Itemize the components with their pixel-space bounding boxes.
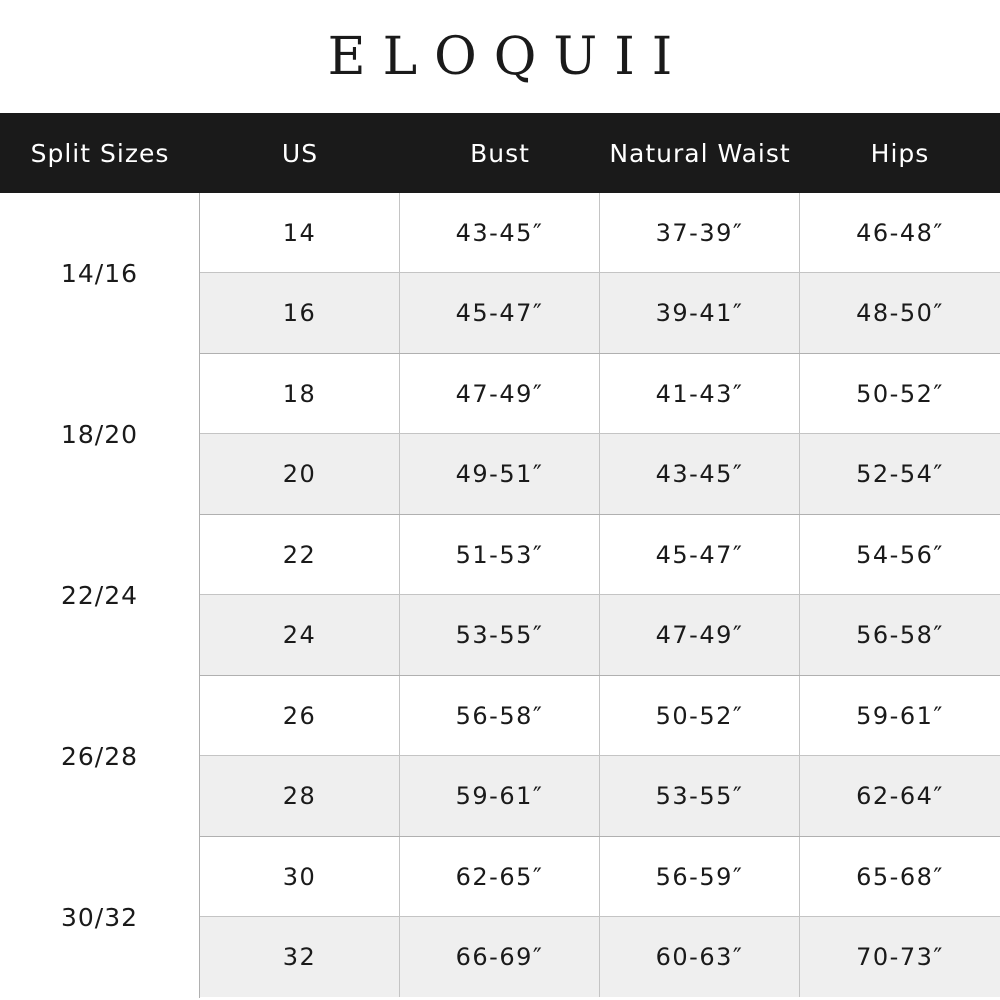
table-header [0, 113, 1000, 193]
us-size-cell: 20 [200, 434, 400, 514]
bust-cell: 51-53″ [400, 515, 600, 594]
size-chart-table [0, 193, 1000, 1000]
bust-cell: 62-65″ [400, 837, 600, 916]
size-group [0, 837, 1000, 998]
us-size-cell: 16 [200, 273, 400, 353]
bust-cell: 53-55″ [400, 595, 600, 675]
hips-cell: 59-61″ [856, 701, 944, 730]
table-row [200, 595, 1000, 675]
hips-cell: 52-54″ [856, 460, 944, 488]
bust-cell: 45-47″ [400, 273, 600, 353]
us-size-cell: 26 [200, 676, 400, 755]
table-row [200, 434, 1000, 514]
column-header-natural-waist: Natural Waist [609, 138, 791, 168]
bust-cell: 66-69″ [400, 917, 600, 997]
hips-cell: 48-50″ [856, 299, 944, 327]
us-size-cell: 18 [200, 354, 400, 433]
us-size-cell: 24 [200, 595, 400, 675]
natural-waist-cell: 47-49″ [600, 595, 800, 675]
size-group [0, 193, 1000, 354]
us-size-cell: 30 [200, 837, 400, 916]
us-size-cell: 32 [200, 917, 400, 997]
us-size-cell: 28 [200, 756, 400, 836]
split-size-cell: 26/28 [0, 676, 200, 837]
natural-waist-cell: 41-43″ [600, 354, 800, 433]
hips-cell: 50-52″ [856, 379, 944, 408]
bust-cell: 49-51″ [400, 434, 600, 514]
brand-name: ELOQUII [327, 26, 690, 87]
table-row [200, 273, 1000, 353]
natural-waist-cell: 45-47″ [600, 515, 800, 594]
hips-cell: 70-73″ [856, 943, 944, 971]
size-group [0, 676, 1000, 837]
table-row [200, 354, 1000, 434]
table-row [200, 917, 1000, 997]
size-group [0, 515, 1000, 676]
natural-waist-cell: 53-55″ [600, 756, 800, 836]
bust-cell: 43-45″ [400, 193, 600, 272]
hips-cell: 56-58″ [856, 621, 944, 649]
split-size-cell: 30/32 [0, 837, 200, 998]
split-size-cell: 14/16 [0, 193, 200, 354]
bust-cell: 47-49″ [400, 354, 600, 433]
us-size-cell: 22 [200, 515, 400, 594]
size-group [0, 354, 1000, 515]
natural-waist-cell: 37-39″ [600, 193, 800, 272]
table-row [200, 837, 1000, 917]
table-row [200, 756, 1000, 836]
split-size-cell: 22/24 [0, 515, 200, 676]
natural-waist-cell: 56-59″ [600, 837, 800, 916]
table-row [200, 193, 1000, 273]
hips-cell: 46-48″ [856, 218, 944, 247]
bust-cell: 56-58″ [400, 676, 600, 755]
column-header-hips: Hips [870, 138, 930, 168]
hips-cell: 54-56″ [856, 540, 944, 569]
us-size-cell: 14 [200, 193, 400, 272]
natural-waist-cell: 43-45″ [600, 434, 800, 514]
hips-cell: 65-68″ [856, 862, 944, 891]
natural-waist-cell: 60-63″ [600, 917, 800, 997]
table-row [200, 676, 1000, 756]
bust-cell: 59-61″ [400, 756, 600, 836]
table-row [200, 515, 1000, 595]
split-size-cell: 18/20 [0, 354, 200, 515]
column-header-bust: Bust [470, 138, 530, 168]
brand-logo [0, 0, 1000, 113]
natural-waist-cell: 50-52″ [600, 676, 800, 755]
column-header-us: US [281, 138, 319, 168]
natural-waist-cell: 39-41″ [600, 273, 800, 353]
hips-cell: 62-64″ [856, 782, 944, 810]
column-header-split-sizes: Split Sizes [30, 138, 170, 168]
